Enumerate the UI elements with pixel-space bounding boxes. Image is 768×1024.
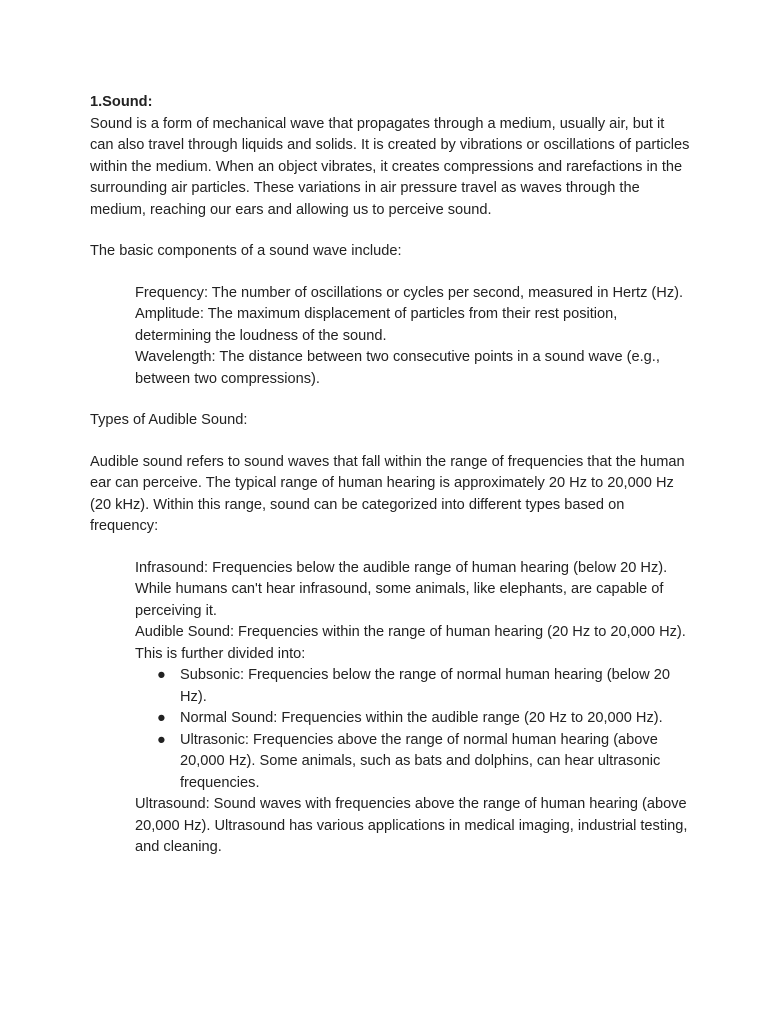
list-item — [135, 708, 690, 730]
bullet-icon: ● — [157, 710, 166, 726]
components-list — [135, 283, 690, 391]
bullet-icon: ● — [157, 731, 166, 748]
spacer — [90, 538, 690, 558]
subtype-subsonic: Subsonic: Frequencies below the range of normal human hearing (below 20 Hz). — [180, 667, 670, 705]
subtype-normal: Normal Sound: Frequencies within the audible range (20 Hz to 20,000 Hz). — [180, 710, 663, 726]
bullet-icon: ● — [157, 667, 166, 683]
list-item — [135, 665, 690, 708]
component-amplitude: Amplitude: The maximum displacement of particles from their rest position, determining the loudness of the sound. — [135, 306, 618, 344]
component-frequency: Frequency: The number of oscillations or cycles per second, measured in Hertz (Hz). — [135, 284, 684, 301]
document-page — [90, 92, 690, 859]
types-intro: Audible sound refers to sound waves that fall within the range of frequencies that the human ear can perceive. The typical range of human hearing is approximately 20 Hz to 20,000 Hz (20 kHz). Within this range, sound can be categorized into different types based on frequency: — [90, 453, 685, 534]
type-ultrasound: Ultrasound: Sound waves with frequencies above the range of human hearing (above 20,000 Hz). Ultrasound has various applications in medical imaging, industrial testing, and cleaning. — [135, 796, 688, 855]
component-wavelength: Wavelength: The distance between two consecutive points in a sound wave (e.g., between two compressions). — [135, 349, 660, 387]
audible-subtypes-list — [135, 665, 690, 794]
subtype-ultrasonic: Ultrasonic: Frequencies above the range of normal human hearing (above 20,000 Hz). Some animals, such as bats and dolphins, can hear ultrasonic frequencies. — [180, 731, 661, 791]
types-list-continued — [135, 794, 690, 859]
list-item — [135, 730, 690, 795]
spacer — [90, 263, 690, 283]
spacer — [90, 432, 690, 452]
types-list — [135, 558, 690, 666]
section-heading: 1.Sound: — [90, 94, 153, 110]
spacer — [90, 221, 690, 241]
type-audible: Audible Sound: Frequencies within the range of human hearing (20 Hz to 20,000 Hz). This is further divided into: — [135, 624, 686, 662]
type-infrasound: Infrasound: Frequencies below the audible range of human hearing (below 20 Hz). While humans can't hear infrasound, some animals, like elephants, are capable of perceiving it. — [135, 559, 668, 619]
components-intro: The basic components of a sound wave include: — [90, 243, 402, 259]
types-heading: Types of Audible Sound: — [90, 412, 248, 428]
spacer — [90, 390, 690, 410]
intro-paragraph: Sound is a form of mechanical wave that propagates through a medium, usually air, but it can also travel through liquids and solids. It is created by vibrations or oscillations of particles within the medium. When an object vibrates, it creates compressions and rarefactions in the surrounding air particles. These variations in air pressure travel as waves through the medium, reaching our ears and allowing us to perceive sound. — [90, 115, 690, 218]
